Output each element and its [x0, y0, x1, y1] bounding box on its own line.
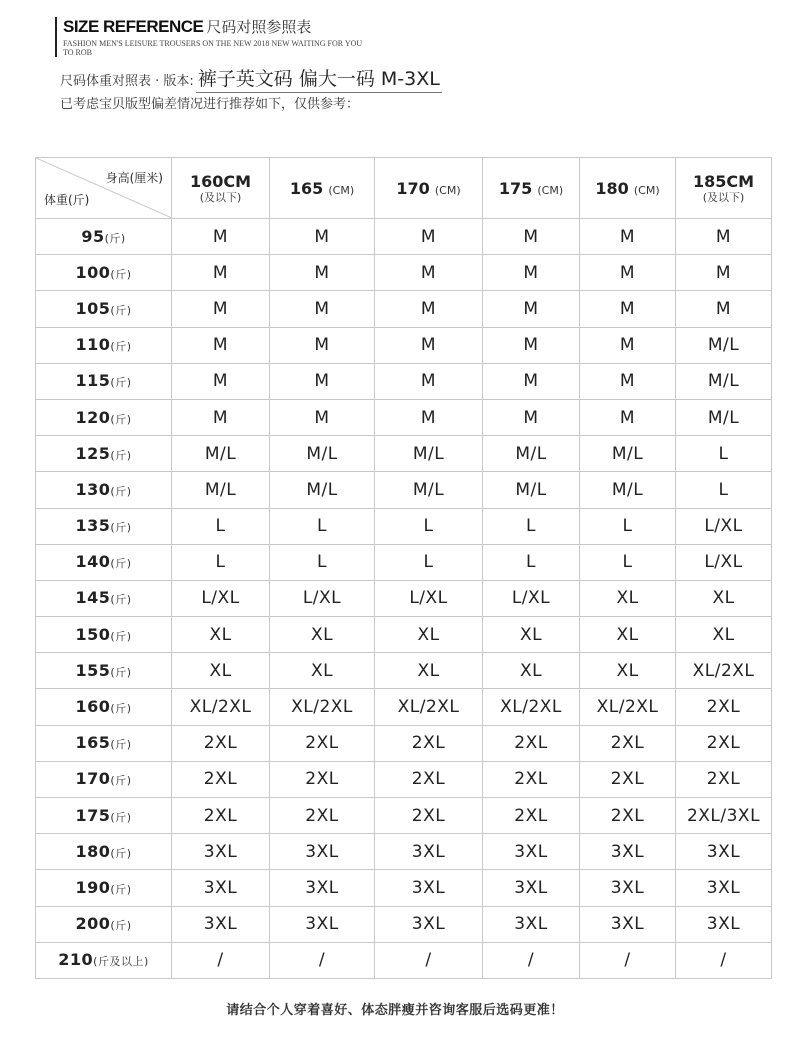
size-cell: M/L	[676, 363, 772, 399]
weight-value: 170	[75, 769, 111, 789]
size-cell: 2XL	[483, 725, 580, 761]
size-cell: XL	[375, 653, 483, 689]
table-row	[36, 617, 772, 653]
title-chinese: 尺码对照参照表	[206, 18, 312, 36]
weight-cell	[36, 906, 172, 942]
weight-value: 140	[75, 552, 111, 572]
weight-unit: (斤)	[110, 774, 132, 788]
size-cell: L	[375, 544, 483, 580]
size-cell: M	[375, 399, 483, 435]
size-cell: M	[580, 399, 676, 435]
size-cell: L	[172, 508, 270, 544]
size-cell: XL/2XL	[580, 689, 676, 725]
weight-unit: (斤)	[110, 702, 132, 716]
table-row	[36, 798, 772, 834]
size-cell: M	[676, 255, 772, 291]
weight-value: 125	[75, 443, 111, 463]
size-cell: M	[375, 219, 483, 255]
size-cell: 3XL	[172, 906, 270, 942]
weight-cell	[36, 942, 172, 978]
size-cell: 3XL	[375, 906, 483, 942]
size-cell: M	[580, 291, 676, 327]
column-header-height: 160CM	[189, 171, 252, 191]
column-header-175	[483, 158, 580, 219]
weight-cell	[36, 363, 172, 399]
weight-value: 105	[75, 298, 111, 318]
weight-cell	[36, 761, 172, 797]
table-row	[36, 399, 772, 435]
size-cell: 2XL	[676, 761, 772, 797]
size-cell: /	[676, 942, 772, 978]
weight-cell	[36, 653, 172, 689]
table-row	[36, 255, 772, 291]
size-cell: M	[483, 363, 580, 399]
column-header-height: 180	[595, 178, 629, 198]
size-cell: /	[172, 942, 270, 978]
size-cell: 2XL	[270, 798, 375, 834]
size-cell: 3XL	[676, 870, 772, 906]
size-cell: 3XL	[375, 834, 483, 870]
size-cell: M/L	[375, 436, 483, 472]
size-cell: 3XL	[580, 870, 676, 906]
weight-unit: (斤)	[110, 521, 132, 535]
table-row	[36, 942, 772, 978]
corner-weight-label: 体重(斤)	[44, 193, 90, 207]
size-cell: 2XL	[270, 725, 375, 761]
size-cell: M/L	[580, 436, 676, 472]
weight-unit: (斤)	[110, 267, 132, 281]
size-cell: 2XL	[580, 761, 676, 797]
weight-cell	[36, 725, 172, 761]
size-cell: L/XL	[375, 580, 483, 616]
size-cell: M/L	[483, 436, 580, 472]
weight-unit: (斤)	[110, 810, 132, 824]
size-cell: L	[676, 472, 772, 508]
table-row	[36, 291, 772, 327]
column-header-unit: (CM)	[328, 183, 355, 197]
size-cell: L	[580, 544, 676, 580]
size-cell: XL	[580, 653, 676, 689]
weight-value: 145	[75, 588, 111, 608]
size-cell: XL	[483, 653, 580, 689]
weight-value: 190	[75, 877, 111, 897]
size-cell: M/L	[580, 472, 676, 508]
size-cell: M/L	[270, 436, 375, 472]
size-cell: M	[270, 291, 375, 327]
column-header-185	[676, 158, 772, 219]
weight-cell	[36, 544, 172, 580]
weight-value: 200	[75, 914, 111, 934]
weight-cell	[36, 291, 172, 327]
size-cell: M	[270, 255, 375, 291]
size-cell: 3XL	[172, 834, 270, 870]
weight-cell	[36, 219, 172, 255]
size-cell: XL/2XL	[270, 689, 375, 725]
title-english: SIZE REFERENCE	[63, 17, 204, 36]
table-row	[36, 689, 772, 725]
size-cell: L/XL	[172, 580, 270, 616]
size-cell: M	[172, 363, 270, 399]
size-cell: L/XL	[676, 544, 772, 580]
size-cell: L/XL	[483, 580, 580, 616]
size-cell: 3XL	[580, 906, 676, 942]
size-cell: 3XL	[676, 906, 772, 942]
size-cell: 3XL	[676, 834, 772, 870]
size-cell: XL/2XL	[676, 653, 772, 689]
size-cell: M	[483, 399, 580, 435]
weight-value: 160	[75, 697, 111, 717]
table-row	[36, 870, 772, 906]
size-cell: XL	[580, 580, 676, 616]
size-cell: M/L	[270, 472, 375, 508]
size-cell: M	[172, 255, 270, 291]
size-cell: 3XL	[483, 906, 580, 942]
weight-unit: (斤)	[110, 738, 132, 752]
table-row	[36, 544, 772, 580]
size-cell: 2XL	[483, 798, 580, 834]
weight-unit: (斤)	[110, 303, 132, 317]
weight-unit: (斤)	[110, 448, 132, 462]
weight-unit: (斤)	[110, 484, 132, 498]
weight-unit: (斤及以上)	[93, 955, 149, 969]
size-cell: M	[580, 219, 676, 255]
weight-unit: (斤)	[110, 557, 132, 571]
weight-unit: (斤)	[110, 340, 132, 354]
corner-header-cell	[36, 158, 172, 219]
size-cell: /	[580, 942, 676, 978]
size-cell: M/L	[375, 472, 483, 508]
size-cell: M	[375, 255, 483, 291]
weight-cell	[36, 327, 172, 363]
size-cell: 3XL	[172, 870, 270, 906]
size-cell: M	[483, 291, 580, 327]
size-cell: 3XL	[483, 870, 580, 906]
column-header-height: 165	[289, 178, 324, 198]
size-cell: 2XL	[676, 725, 772, 761]
page-subtitle: FASHION MEN'S LEISURE TROUSERS ON THE NEW 2018 NEW WAITING FOR YOU TO ROB	[63, 39, 363, 57]
size-cell: 2XL	[172, 725, 270, 761]
column-header-165	[270, 158, 375, 219]
size-cell: M/L	[676, 327, 772, 363]
column-header-sub: (及以下)	[199, 190, 242, 204]
size-cell: L/XL	[270, 580, 375, 616]
size-cell: M	[580, 363, 676, 399]
weight-value: 175	[75, 805, 111, 825]
weight-unit: (斤)	[110, 376, 132, 390]
weight-unit: (斤)	[110, 882, 132, 896]
size-cell: M	[270, 219, 375, 255]
size-cell: L	[172, 544, 270, 580]
column-header-160	[172, 158, 270, 219]
size-cell: 2XL	[580, 725, 676, 761]
size-table-body	[36, 219, 772, 979]
size-cell: M	[580, 255, 676, 291]
weight-cell	[36, 689, 172, 725]
size-cell: L/XL	[676, 508, 772, 544]
column-header-180	[580, 158, 676, 219]
table-row	[36, 580, 772, 616]
size-cell: M	[580, 327, 676, 363]
size-cell: M	[172, 327, 270, 363]
weight-value: 210	[58, 950, 94, 970]
table-row	[36, 906, 772, 942]
page-title	[63, 16, 311, 38]
size-cell: M	[172, 291, 270, 327]
table-row	[36, 363, 772, 399]
weight-value: 180	[75, 841, 111, 861]
size-cell: M/L	[483, 472, 580, 508]
size-chart-table	[35, 157, 772, 979]
size-cell: XL	[172, 617, 270, 653]
table-header-row	[36, 158, 772, 219]
header-accent-bar	[55, 17, 57, 57]
size-cell: XL	[580, 617, 676, 653]
weight-cell	[36, 508, 172, 544]
weight-value: 150	[75, 624, 111, 644]
weight-value: 95	[81, 226, 105, 246]
recommendation-note: 已考虑宝贝版型偏差情况进行推荐如下，仅供参考：	[60, 97, 360, 112]
weight-unit: (斤)	[110, 846, 132, 860]
weight-unit: (斤)	[110, 412, 132, 426]
weight-unit: (斤)	[110, 629, 132, 643]
size-cell: 3XL	[580, 834, 676, 870]
size-cell: M	[375, 327, 483, 363]
weight-unit: (斤)	[104, 231, 126, 245]
size-cell: 2XL	[375, 725, 483, 761]
size-cell: M	[676, 291, 772, 327]
size-cell: 2XL	[172, 798, 270, 834]
size-cell: XL	[676, 580, 772, 616]
size-cell: 2XL	[375, 761, 483, 797]
size-cell: M	[172, 399, 270, 435]
size-cell: /	[483, 942, 580, 978]
weight-value: 100	[75, 262, 111, 282]
column-header-height: 175	[498, 178, 533, 198]
size-cell: L	[483, 544, 580, 580]
column-header-unit: (CM)	[434, 183, 461, 197]
weight-cell	[36, 436, 172, 472]
size-cell: XL	[270, 617, 375, 653]
weight-cell	[36, 834, 172, 870]
weight-value: 120	[75, 407, 111, 427]
table-row	[36, 219, 772, 255]
column-header-unit: (CM)	[537, 183, 564, 197]
weight-cell	[36, 255, 172, 291]
weight-cell	[36, 472, 172, 508]
weight-unit: (斤)	[110, 593, 132, 607]
column-header-sub: (及以下)	[702, 190, 745, 204]
weight-value: 165	[75, 733, 111, 753]
size-cell: M	[676, 219, 772, 255]
size-cell: M	[483, 255, 580, 291]
size-cell: 2XL	[375, 798, 483, 834]
weight-unit: (斤)	[110, 919, 132, 933]
version-line	[60, 64, 442, 93]
table-row	[36, 436, 772, 472]
size-cell: M/L	[676, 399, 772, 435]
size-cell: L	[375, 508, 483, 544]
size-cell: 3XL	[270, 870, 375, 906]
size-cell: 3XL	[270, 906, 375, 942]
size-cell: 2XL	[270, 761, 375, 797]
size-cell: M	[375, 363, 483, 399]
table-row	[36, 834, 772, 870]
weight-unit: (斤)	[110, 665, 132, 679]
size-cell: M	[270, 363, 375, 399]
size-cell: M/L	[172, 436, 270, 472]
size-cell: 3XL	[270, 834, 375, 870]
size-cell: XL/2XL	[172, 689, 270, 725]
size-cell: XL	[483, 617, 580, 653]
size-cell: M	[270, 399, 375, 435]
table-row	[36, 725, 772, 761]
table-row	[36, 327, 772, 363]
size-cell: L	[676, 436, 772, 472]
size-cell: XL/2XL	[375, 689, 483, 725]
size-cell: 3XL	[483, 834, 580, 870]
column-header-height: 170	[396, 178, 430, 198]
size-cell: 3XL	[375, 870, 483, 906]
version-label: 尺码体重对照表 · 版本:	[60, 74, 194, 89]
weight-value: 130	[75, 479, 111, 499]
size-cell: /	[270, 942, 375, 978]
corner-diagonal-line	[36, 158, 172, 218]
size-cell: XL	[375, 617, 483, 653]
weight-value: 115	[75, 371, 111, 391]
footer-note: 请结合个人穿着喜好、体态胖瘦并咨询客服后选码更准！	[226, 1003, 564, 1018]
size-cell: M	[483, 327, 580, 363]
table-row	[36, 761, 772, 797]
size-cell: XL/2XL	[483, 689, 580, 725]
size-cell: L	[270, 508, 375, 544]
table-row	[36, 653, 772, 689]
size-cell: M	[375, 291, 483, 327]
weight-cell	[36, 870, 172, 906]
size-cell: XL	[676, 617, 772, 653]
weight-value: 155	[75, 660, 111, 680]
size-cell: L	[270, 544, 375, 580]
column-header-height: 185CM	[692, 171, 755, 191]
weight-value: 135	[75, 516, 111, 536]
weight-cell	[36, 617, 172, 653]
size-cell: 2XL/3XL	[676, 798, 772, 834]
weight-cell	[36, 399, 172, 435]
size-cell: /	[375, 942, 483, 978]
size-cell: M	[172, 219, 270, 255]
size-cell: L	[580, 508, 676, 544]
table-row	[36, 508, 772, 544]
corner-height-label: 身高(厘米)	[105, 171, 163, 185]
size-cell: M	[483, 219, 580, 255]
size-cell: M	[270, 327, 375, 363]
table-row	[36, 472, 772, 508]
size-cell: L	[483, 508, 580, 544]
size-cell: 2XL	[580, 798, 676, 834]
size-cell: 2XL	[483, 761, 580, 797]
version-value: 裤子英文码 偏大一码 M-3XL	[196, 64, 442, 93]
weight-value: 110	[75, 335, 111, 355]
size-cell: XL	[270, 653, 375, 689]
size-cell: XL	[172, 653, 270, 689]
column-header-170	[375, 158, 483, 219]
size-cell: M/L	[172, 472, 270, 508]
weight-cell	[36, 798, 172, 834]
size-cell: 2XL	[172, 761, 270, 797]
weight-cell	[36, 580, 172, 616]
size-cell: 2XL	[676, 689, 772, 725]
column-header-unit: (CM)	[633, 183, 660, 197]
